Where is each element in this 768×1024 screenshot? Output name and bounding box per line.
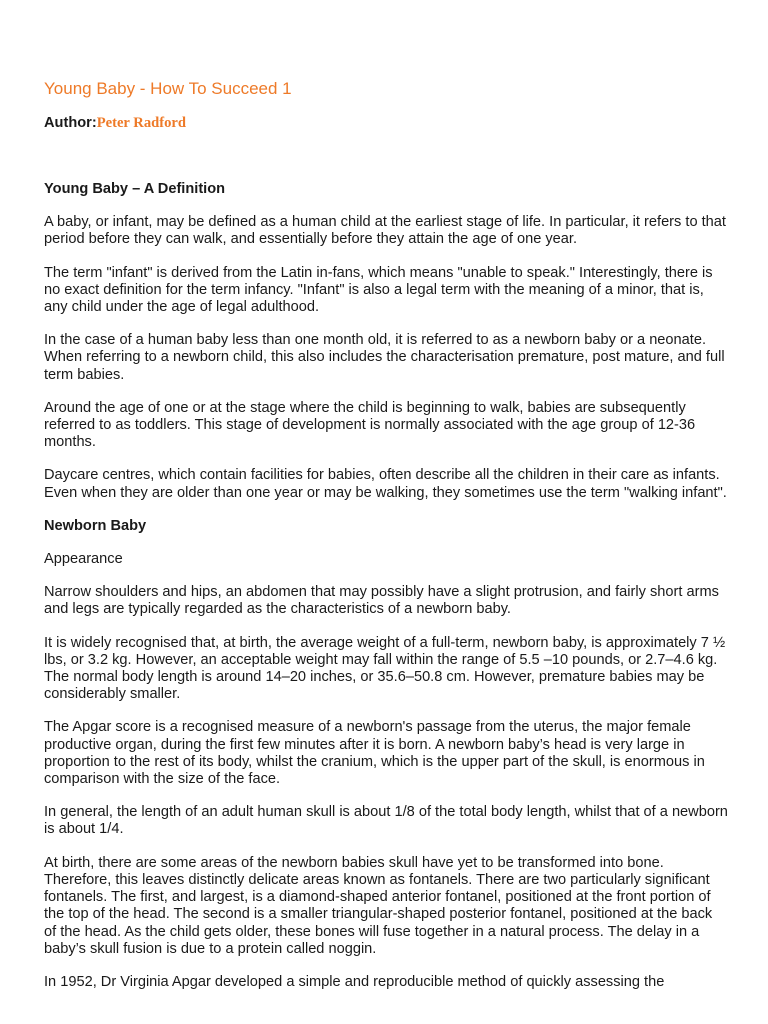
paragraph-8: The Apgar score is a recognised measure of a newborn's passage from the uterus, the major female productive organ, during the first few minutes after it is born. A newborn baby’s head is very large in proportion to the rest of its body, whilst the cranium, which is the upper part of the skull, is enormous in comparison with the size of the face. (44, 719, 705, 788)
paragraph-3: In the case of a human baby less than one month old, it is referred to as a newborn baby or a neonate. When referring to a newborn child, this also includes the characterisation premature, post mature, and full term babies. (44, 332, 725, 383)
paragraph-11: In 1952, Dr Virginia Apgar developed a simple and reproducible method of quickly assessing the (44, 973, 665, 990)
paragraph-10: At birth, there are some areas of the newborn babies skull have yet to be transformed into bone. Therefore, this leaves distinctly delicate areas known as fontanels. There are two particularly significant fontanels. The first, and largest, is a diamond-shaped anterior fontanel, positioned at the front portion of the top of the head. The second is a smaller triangular-shaped posterior fontanel, positioned at the back of the head. As the child gets older, these bones will fuse together in a natural process. The delay in a baby’s skull fusion is due to a protein called noggin. (44, 854, 713, 957)
paragraph-9: In general, the length of an adult human skull is about 1/8 of the total body length, whilst that of a newborn is about 1/4. (44, 804, 728, 838)
paragraph-6: Narrow shoulders and hips, an abdomen that may possibly have a slight protrusion, and fairly short arms and legs are typically regarded as the characteristics of a newborn baby. (44, 584, 719, 618)
author-name: Peter Radford (96, 115, 186, 131)
section-heading-definition: Young Baby – A Definition (44, 181, 226, 197)
paragraph-7: It is widely recognised that, at birth, the average weight of a full-term, newborn baby, is approximately 7 ½ lbs, or 3.2 kg. However, an acceptable weight may fall within the range of 5.5 –10 pounds, or 2.7–4.6 kg. The normal body length is around 14–20 inches, or 35.6–50.8 cm. However, premature babies may be considerably smaller. (44, 634, 726, 703)
author-line (44, 114, 728, 132)
author-label: Author: (44, 115, 97, 131)
document-title: Young Baby - How To Succeed 1 (44, 79, 292, 98)
paragraph-1: A baby, or infant, may be defined as a human child at the earliest stage of life. In particular, it refers to that period before they can walk, and essentially before they attain the age of one year. (44, 214, 726, 248)
paragraph-5: Daycare centres, which contain facilities for babies, often describe all the children in their care as infants. Even when they are older than one year or may be walking, they sometimes use the term "walking infant". (44, 467, 727, 501)
section-heading-newborn: Newborn Baby (44, 517, 147, 534)
subheading-appearance: Appearance (44, 551, 123, 568)
paragraph-4: Around the age of one or at the stage where the child is beginning to walk, babies are subsequently referred to as toddlers. This stage of development is normally associated with the age group of 12-36 months. (44, 399, 696, 451)
paragraph-2: The term "infant" is derived from the Latin in-fans, which means "unable to speak." Interestingly, there is no exact definition for the term infancy. "Infant" is also a legal term with the meaning of a minor, that is, any child under the age of legal adulthood. (44, 264, 713, 316)
